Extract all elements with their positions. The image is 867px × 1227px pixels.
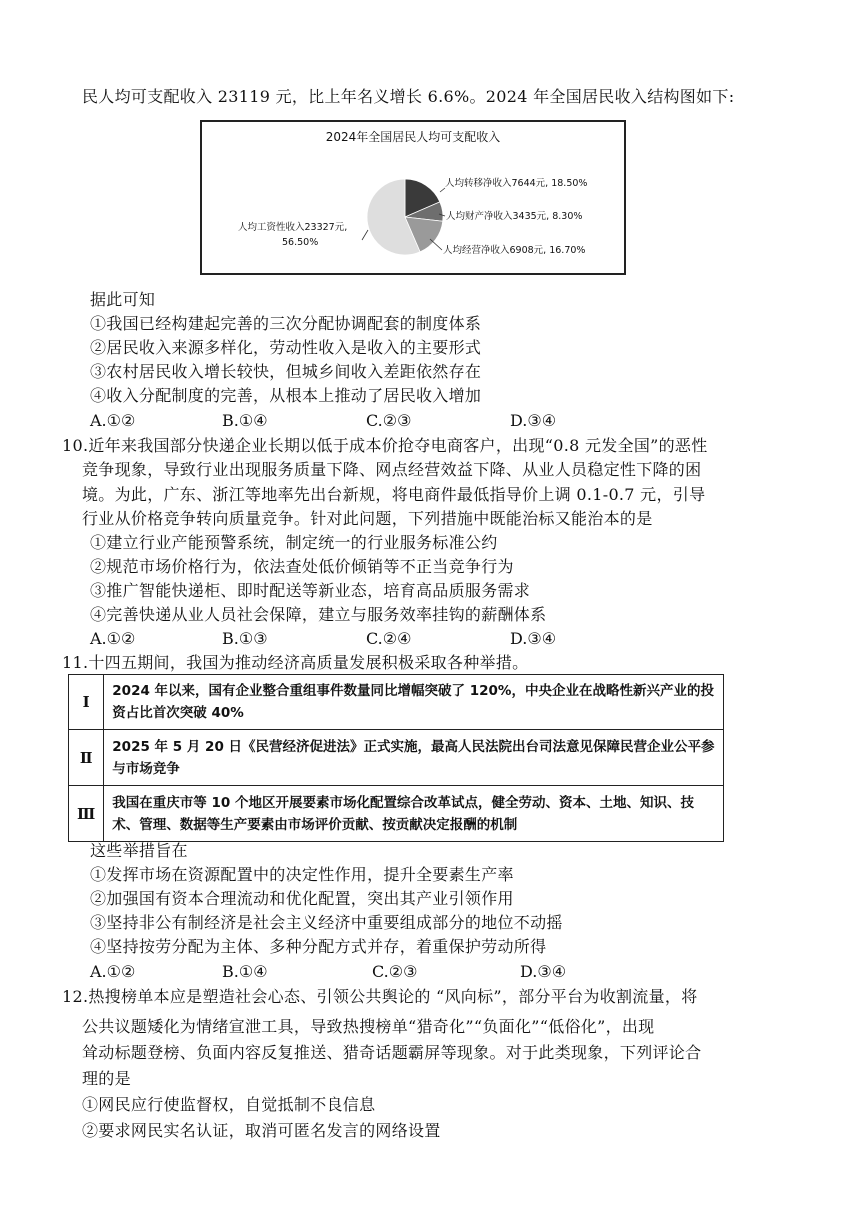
q11-option-1: ①发挥市场在资源配置中的决定性作用，提升全要素生产率 bbox=[90, 865, 514, 884]
q11-option-4: ④坚持按劳分配为主体、多种分配方式并存，着重保护劳动所得 bbox=[90, 937, 547, 956]
q12-option-1: ①网民应行使监督权，自觉抵制不良信息 bbox=[82, 1095, 376, 1114]
row-number: Ⅰ bbox=[69, 675, 104, 730]
q9-option-1: ①我国已经构建起完善的三次分配协调配套的制度体系 bbox=[90, 314, 482, 333]
table-row bbox=[69, 786, 724, 842]
q9-lead: 据此可知 bbox=[90, 290, 156, 309]
q9-choice-c[interactable]: C.②③ bbox=[366, 411, 412, 430]
income-pie-chart bbox=[200, 120, 626, 275]
table-row bbox=[69, 675, 724, 730]
q11-measures-table bbox=[68, 674, 724, 842]
q9-choice-b[interactable]: B.①④ bbox=[222, 411, 268, 430]
slice-label-property: 人均财产净收入3435元, 8.30% bbox=[446, 211, 583, 222]
q12-stem-line-4: 理的是 bbox=[82, 1069, 131, 1088]
q11-choice-a[interactable]: A.①② bbox=[90, 962, 136, 981]
q11-stem: 11.十四五期间，我国为推动经济高质量发展积极采取各种举措。 bbox=[62, 653, 529, 672]
slice-label-wage-pct: 56.50% bbox=[282, 237, 319, 248]
q11-option-2: ②加强国有资本合理流动和优化配置，突出其产业引领作用 bbox=[90, 889, 514, 908]
chart-title: 2024年全国居民人均可支配收入 bbox=[325, 130, 501, 144]
q9-option-2: ②居民收入来源多样化，劳动性收入是收入的主要形式 bbox=[90, 338, 482, 357]
slice-label-business: 人均经营净收入6908元, 16.70% bbox=[443, 245, 586, 256]
q9-choice-a[interactable]: A.①② bbox=[90, 411, 136, 430]
q12-stem-line-1: 12.热搜榜单本应是塑造社会心态、引领公共舆论的 “风向标”，部分平台为收割流量，将 bbox=[62, 987, 698, 1006]
q10-stem-line-2: 竞争现象，导致行业出现服务质量下降、网点经营效益下降、从业人员稳定性下降的困 bbox=[82, 460, 702, 479]
q11-choice-d[interactable]: D.③④ bbox=[520, 962, 567, 981]
q11-choice-b[interactable]: B.①④ bbox=[222, 962, 268, 981]
q12-stem-line-2: 公共议题矮化为情绪宣泄工具，导致热搜榜单“猎奇化”“负面化”“低俗化”，出现 bbox=[82, 1017, 655, 1036]
q10-option-1: ①建立行业产能预警系统，制定统一的行业服务标准公约 bbox=[90, 533, 498, 552]
row-number: Ⅱ bbox=[69, 730, 104, 786]
q10-stem-line-3: 境。为此，广东、浙江等地率先出台新规，将电商件最低指导价上调 0.1-0.7 元，引导 bbox=[82, 485, 706, 504]
q11-option-3: ③坚持非公有制经济是社会主义经济中重要组成部分的地位不动摇 bbox=[90, 913, 563, 932]
slice-label-wage: 人均工资性收入23327元, bbox=[238, 222, 348, 233]
q11-choice-c[interactable]: C.②③ bbox=[372, 962, 418, 981]
q11-lead: 这些举措旨在 bbox=[90, 841, 188, 860]
q9-option-3: ③农村居民收入增长较快，但城乡间收入差距依然存在 bbox=[90, 362, 482, 381]
q10-choice-b[interactable]: B.①③ bbox=[222, 629, 268, 648]
slice-label-transfer: 人均转移净收入7644元, 18.50% bbox=[445, 178, 588, 189]
intro-line: 民人均可支配收入 23119 元，比上年名义增长 6.6%。2024 年全国居民收入结构图如下: bbox=[82, 87, 735, 106]
pie-svg bbox=[202, 122, 624, 273]
table-row bbox=[69, 730, 724, 786]
q10-choice-d[interactable]: D.③④ bbox=[510, 629, 557, 648]
q10-choice-c[interactable]: C.②④ bbox=[366, 629, 412, 648]
q12-option-2: ②要求网民实名认证，取消可匿名发言的网络设置 bbox=[82, 1121, 441, 1140]
q9-option-4: ④收入分配制度的完善，从根本上推动了居民收入增加 bbox=[90, 386, 482, 405]
q10-stem-line-1: 10.近年来我国部分快递企业长期以低于成本价抢夺电商客户，出现“0.8 元发全国”的恶性 bbox=[62, 436, 708, 455]
row-text: 2025 年 5 月 20 日《民营经济促进法》正式实施，最高人民法院出台司法意见保障民营企业公平参与市场竞争 bbox=[104, 730, 724, 786]
row-text: 我国在重庆市等 10 个地区开展要素市场化配置综合改革试点，健全劳动、资本、土地、知识、技术、管理、数据等生产要素由市场评价贡献、按贡献决定报酬的机制 bbox=[104, 786, 724, 842]
q10-choice-a[interactable]: A.①② bbox=[90, 629, 136, 648]
q10-option-3: ③推广智能快递柜、即时配送等新业态，培育高品质服务需求 bbox=[90, 581, 531, 600]
q9-choice-d[interactable]: D.③④ bbox=[510, 411, 557, 430]
q10-option-2: ②规范市场价格行为，依法查处低价倾销等不正当竞争行为 bbox=[90, 557, 514, 576]
q10-option-4: ④完善快递从业人员社会保障，建立与服务效率挂钩的薪酬体系 bbox=[90, 605, 547, 624]
q12-stem-line-3: 耸动标题登榜、负面内容反复推送、猎奇话题霸屏等现象。对于此类现象，下列评论合 bbox=[82, 1043, 702, 1062]
row-text: 2024 年以来，国有企业整合重组事件数量同比增幅突破了 120%，中央企业在战略性新兴产业的投资占比首次突破 40% bbox=[104, 675, 724, 730]
q10-stem-line-4: 行业从价格竞争转向质量竞争。针对此问题，下列措施中既能治标又能治本的是 bbox=[82, 509, 653, 528]
row-number: Ⅲ bbox=[69, 786, 104, 842]
